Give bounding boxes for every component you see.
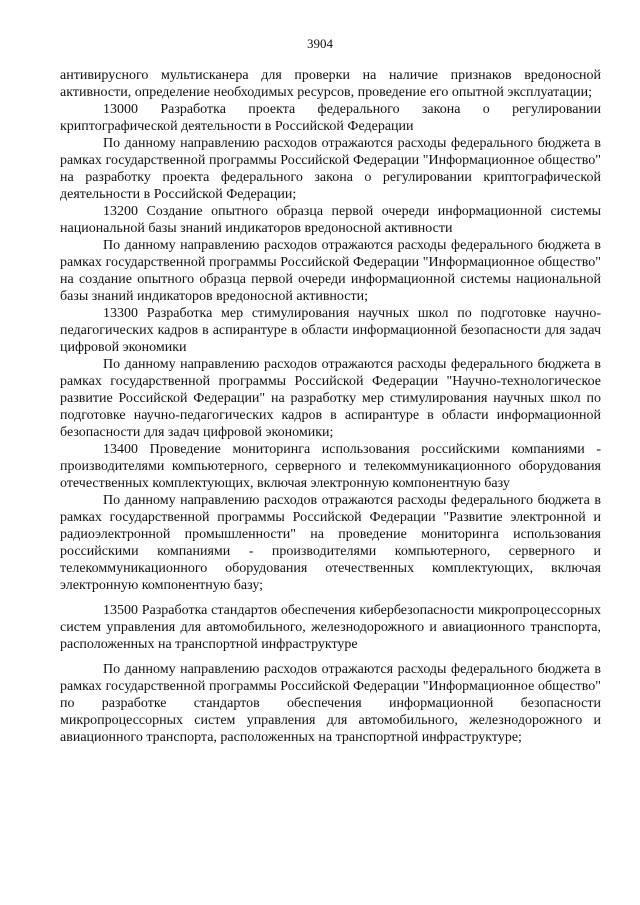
paragraph-13300-description: По данному направлению расходов отражаются расходы федерального бюджета в рамках государственной программы Российской Федерации "Научно-технологическое развитие Российской Федерации" на разработку мер стимулирования научных школ по подготовке научно-педагогических кадров в аспирантуре в области информационной безопасности для задач цифровой экономики; (60, 357, 601, 440)
section-heading-13300: 13300 Разработка мер стимулирования научных школ по подготовке научно-педагогических кадров в аспирантуре в области информационной безопасности для задач цифровой экономики (60, 306, 601, 355)
document-body (60, 67, 601, 746)
paragraph-continuation: антивирусного мультисканера для проверки на наличие признаков вредоносной активности, определение необходимых ресурсов, проведение его опытной эксплуатации; (60, 68, 601, 100)
section-heading-13400: 13400 Проведение мониторинга использования российскими компаниями - производителями компьютерного, серверного и телекоммуникационного оборудования отечественных комплектующих, включая электронную компонентную базу (60, 442, 601, 491)
paragraph-13200-description: По данному направлению расходов отражаются расходы федерального бюджета в рамках государственной программы Российской Федерации "Информационное общество" на создание опытного образца первой очереди информационной системы национальной базы знаний индикаторов вредоносной активности; (60, 238, 601, 304)
section-heading-13200: 13200 Создание опытного образца первой очереди информационной системы национальной базы знаний индикаторов вредоносной активности (60, 204, 601, 236)
page-number: 3904 (307, 36, 333, 51)
section-heading-13500: 13500 Разработка стандартов обеспечения кибербезопасности микропроцессорных систем управления для автомобильного, железнодорожного и авиационного транспорта, расположенных на транспортной инфраструктуре (60, 603, 601, 652)
paragraph-13500-description: По данному направлению расходов отражаются расходы федерального бюджета в рамках государственной программы Российской Федерации "Информационное общество" по разработке стандартов обеспечения информационной безопасности микропроцессорных систем управления для автомобильного, железнодорожного и авиационного транспорта, расположенных на транспортной инфраструктуре; (60, 662, 601, 745)
section-heading-13000: 13000 Разработка проекта федерального закона о регулировании криптографической деятельности в Российской Федерации (60, 102, 601, 134)
paragraph-13000-description: По данному направлению расходов отражаются расходы федерального бюджета в рамках государственной программы Российской Федерации "Информационное общество" на разработку проекта федерального закона о регулировании криптографической деятельности в Российской Федерации; (60, 136, 601, 202)
paragraph-13400-description: По данному направлению расходов отражаются расходы федерального бюджета в рамках государственной программы Российской Федерации "Развитие электронной и радиоэлектронной промышленности" на проведение мониторинга использования российскими компаниями - производителями компьютерного, серверного и телекоммуникационного оборудования отечественных комплектующих, включая электронную компонентную базу; (60, 493, 601, 593)
